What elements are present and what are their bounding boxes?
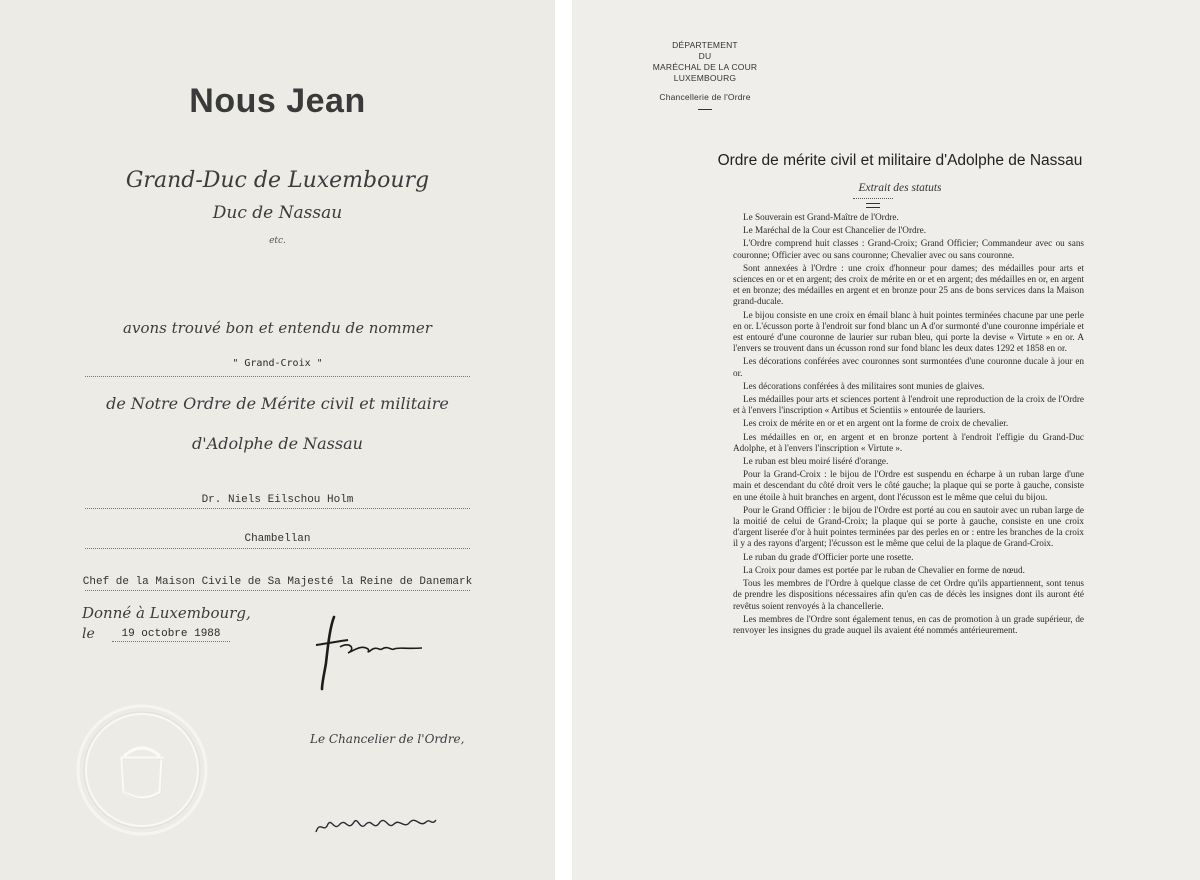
statute-paragraph: Les croix de mérite en or et en argent ont la forme de croix de chevalier. [743, 418, 1009, 429]
statute-paragraph: Les médailles en or, en argent et en bronze portent à l'endroit l'effigie du Grand-Duc Adolphe, et à l'envers l'inscription « Virtute ». [733, 431, 1084, 453]
statute-paragraph: Tous les membres de l'Ordre à quelque classe de cet Ordre qu'ils appartiennent, sont tenus de prendre les dispositions nécessaires afin qu'en cas de décès les insignes dont ils auront été revêtus soient renvoyés à la chancellerie. [733, 578, 1084, 611]
divider [698, 109, 712, 110]
statutes-body [733, 212, 1084, 638]
statutes-subtitle: Extrait des statuts [858, 182, 942, 194]
statute-paragraph: L'Ordre comprend huit classes : Grand-Croix; Grand Officier; Commandeur avec ou sans couronne; Officier avec ou sans couronne; Chevalier avec ou sans couronne. [733, 238, 1084, 260]
statute-paragraph: Les médailles pour arts et sciences portent à l'endroit une reproduction de la croix de l'Ordre et à l'envers l'inscription « Artibus et Scientiis » entourée de lauriers. [733, 394, 1084, 416]
order-name-line1: de Notre Ordre de Mérite civil et militaire [106, 394, 449, 413]
department-header [640, 40, 770, 110]
department-line: DU [698, 51, 712, 61]
statute-paragraph: Pour le Grand Officier : le bijou de l'Ordre est porté au cou en sautoir avec un ruban large de la moitié de celui de Grand-Croix; la plaque qui se porte à gauche, consiste en une croix d'argent liserée d'or à huit pointes terminées par des perles en or : entre les branches de la croix il y a des rayons d'argent; l'écusson est le même que celui de la plaque de Grand-Croix. [733, 504, 1084, 549]
place-given: Donné à Luxembourg, [82, 604, 251, 622]
embossed-seal [72, 700, 212, 840]
divider [85, 376, 470, 377]
department-line: MARÉCHAL DE LA COUR [652, 62, 758, 72]
sovereign-title: Grand-Duc de Luxembourg [125, 168, 430, 193]
recipient-title: Chambellan [244, 533, 311, 545]
divider [85, 590, 470, 591]
ornament [866, 203, 880, 208]
statute-paragraph: Pour la Grand-Croix : le bijou de l'Ordre est suspendu en écharpe à un ruban large d'une main et descendant du côté droit vers le côté gauche; la plaque qui se porte à gauche, consiste en une étoile à huit branches en argent, dont l'écusson est le même que celui du bijou. [733, 469, 1084, 502]
statute-paragraph: Le ruban est bleu moiré liséré d'orange. [743, 456, 889, 467]
issue-date: 19 octobre 1988 [112, 628, 230, 642]
department-line: LUXEMBOURG [673, 73, 737, 83]
statute-paragraph: Le Maréchal de la Cour est Chancelier de l'Ordre. [743, 225, 927, 236]
decision-text: avons trouvé bon et entendu de nommer [123, 319, 432, 337]
statute-paragraph: Le ruban du grade d'Officier porte une rosette. [743, 551, 914, 562]
statute-paragraph: Les décorations conférées à des militaires sont munies de glaives. [743, 380, 985, 391]
department-line: DÉPARTEMENT [672, 40, 738, 50]
certificate-page [0, 0, 555, 880]
statute-paragraph: Le Souverain est Grand-Maître de l'Ordre. [743, 212, 899, 222]
chancellor-label: Le Chancelier de l'Ordre, [310, 732, 465, 746]
grade-name: " Grand-Croix " [232, 358, 323, 369]
sovereign-subtitle: Duc de Nassau [212, 203, 343, 223]
divider [853, 198, 893, 199]
statute-paragraph: La Croix pour dames est portée par le ruban de Chevalier en forme de nœud. [743, 564, 1025, 575]
recipient-name: Dr. Niels Eilschou Holm [201, 494, 354, 506]
divider [85, 548, 470, 549]
statute-paragraph: Le bijou consiste en une croix en émail blanc à huit pointes terminées chacune par une perle en or. L'écusson porte à l'endroit sur fond blanc un A d'or surmonté d'une couronne impériale et est entouré d'une couronne de laurier sur ruban bleu, qui porte la devise « Virtute » en or. A l'envers se trouvent dans un écusson rond sur fond blanc les deux dates 1292 et 1858 en or. [733, 309, 1084, 354]
recipient-function: Chef de la Maison Civile de Sa Majesté la Reine de Danemark [82, 576, 473, 588]
divider [85, 508, 470, 509]
etc-label: etc. [269, 236, 286, 246]
certificate-heading: Nous Jean [189, 82, 366, 120]
date-prefix: le [82, 626, 95, 642]
statute-paragraph: Les membres de l'Ordre sont également tenus, en cas de promotion à un grade supérieur, de renvoyer les insignes du grade auquel ils avaient été nommés antérieurement. [733, 613, 1084, 635]
order-name-line2: d'Adolphe de Nassau [192, 434, 363, 453]
chancellor-signature [312, 810, 442, 840]
sovereign-signature [310, 605, 430, 695]
statute-paragraph: Sont annexées à l'Ordre : une croix d'honneur pour dames; des médailles pour arts et sciences en or et en argent; des croix de mérite en or et en argent; des médailles en or, en argent et en bronze; des médailles en argent et en bronze pour 25 ans de bons services dans la Maison grand-ducale. [733, 262, 1084, 307]
statute-paragraph: Les décorations conférées avec couronnes sont surmontées d'une couronne ducale à jour en or. [733, 356, 1084, 378]
chancellery-label: Chancellerie de l'Ordre [659, 92, 751, 102]
statutes-title: Ordre de mérite civil et militaire d'Adolphe de Nassau [717, 152, 1083, 169]
